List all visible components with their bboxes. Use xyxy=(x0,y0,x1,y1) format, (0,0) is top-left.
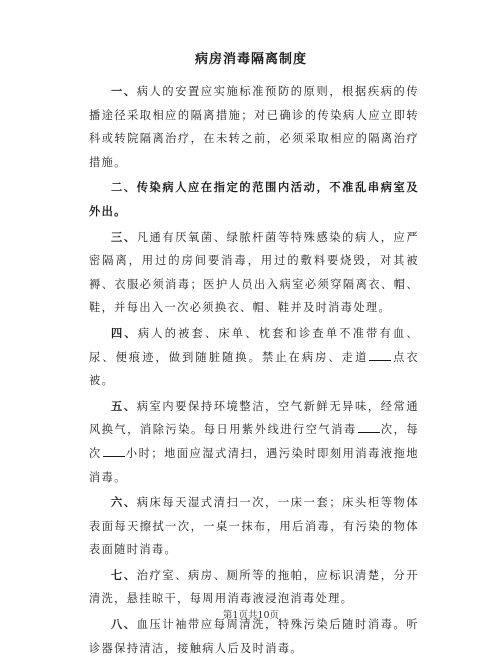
paragraph-text: 凡通有厌氧菌、绿脓杆菌等特殊感染的病人，应严密隔离，用过的房间要消毒，用过的敷料要烧毁，对其被褥、衣服必须消毒；医护人员出入病室必须穿隔离衣、帽、鞋，并每出入一次必须换衣、帽、鞋并及时消毒处理。 xyxy=(89,230,419,315)
paragraph-number: 五、 xyxy=(111,398,137,413)
paragraph-text: 传染病人应在指定的范围内活动，不准乱串病室及外出。 xyxy=(89,180,419,218)
paragraph-text: 血压计袖带应每周清洗，特殊污染后随时消毒。听诊器保持清洁，接触病人后及时消毒。 xyxy=(89,618,419,655)
fill-in-blank xyxy=(358,422,380,433)
fill-in-blank xyxy=(103,446,125,457)
paragraph-text: 病人的被套、床单、枕套和诊查单不准带有血、尿、便痕迹，做到随脏随换。禁止在病房、走道 xyxy=(89,326,419,364)
document-body xyxy=(89,80,419,662)
paragraph-number: 七、 xyxy=(111,567,137,582)
paragraph-number: 三、 xyxy=(111,229,137,244)
paragraph-text: 点衣被。 xyxy=(89,350,419,388)
page-footer: 第1页共10页 xyxy=(222,610,280,621)
paragraph-4 xyxy=(89,322,419,393)
paragraph-number: 四、 xyxy=(111,325,138,340)
paragraph-text: 次，每次 xyxy=(89,423,419,460)
paragraph-number: 八、 xyxy=(111,617,137,632)
paragraph-3 xyxy=(89,226,419,320)
paragraph-text: 病人的安置应实施标准预防的原则，根据疾病的传播途径采取相应的隔离措施；对已确诊的传染病人应立即转科或转院隔离治疗，在未转之前，必须采取相应的隔离治疗措施。 xyxy=(89,85,419,169)
paragraph-text: 病床每天湿式清扫一次，一床一套；床头柜等物体表面每天擦拭一次，一桌一抹布，用后消毒，有污染的物体表面随时消毒。 xyxy=(89,496,419,557)
paragraph-text: 病室内要保持环境整洁，空气新鲜无异味，经常通风换气，消除污染。每日用紫外线进行空气消毒 xyxy=(89,399,419,437)
paragraph-number: 六、 xyxy=(111,495,137,510)
paragraph-number: 二、 xyxy=(111,180,137,195)
paragraph-text: 治疗室、病房、厕所等的拖帕，应标识清楚，分开清洗，悬挂晾干，每周用消毒液浸泡消毒处理。 xyxy=(89,568,419,606)
paragraph-7 xyxy=(89,564,419,611)
paragraph-1 xyxy=(89,80,419,174)
paragraph-text: 小时；地面应湿式清扫，遇污染时即刻用消毒液拖地消毒。 xyxy=(89,446,419,484)
document-title: 病房消毒隔离制度 xyxy=(194,52,307,67)
paragraph-5 xyxy=(89,395,419,489)
paragraph-2 xyxy=(89,176,419,223)
paragraph-6 xyxy=(89,491,419,562)
paragraph-number: 一、 xyxy=(111,84,137,98)
fill-in-blank xyxy=(369,350,391,361)
